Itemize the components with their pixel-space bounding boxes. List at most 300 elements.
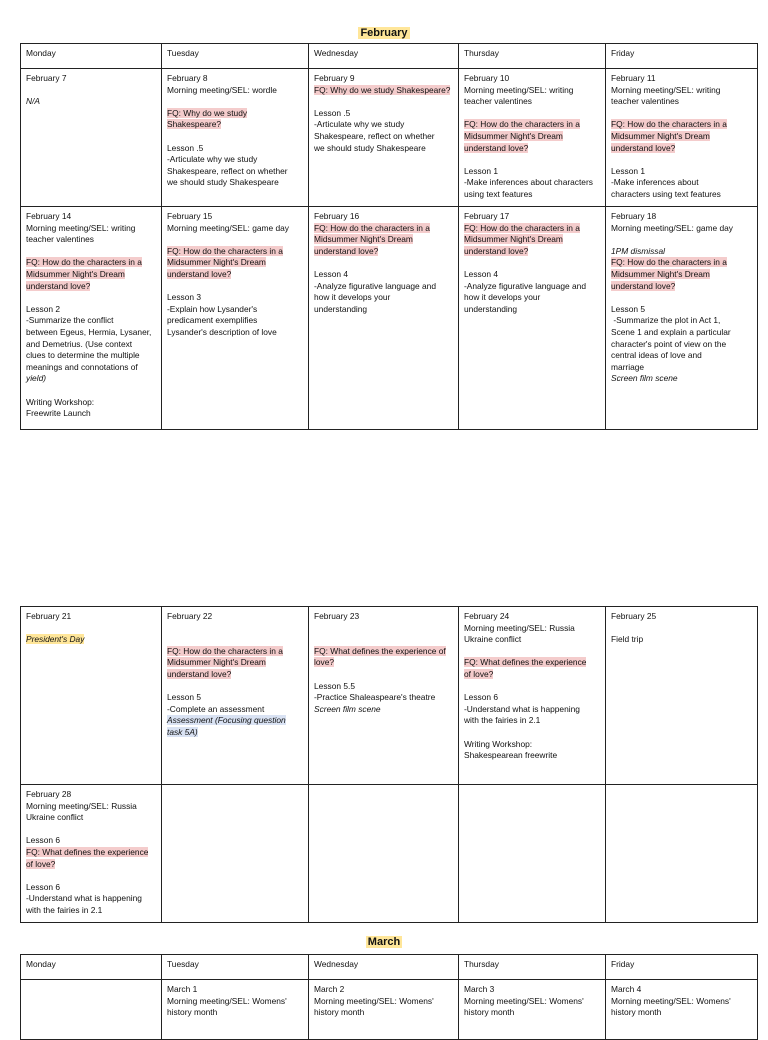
focus-question-line <box>26 281 156 293</box>
cell-text: -Articulate why we study <box>167 154 258 165</box>
day-cell <box>162 785 309 923</box>
focus-question-line <box>611 269 752 281</box>
cell-text-line <box>611 223 752 235</box>
cell-text: February 14 <box>26 211 72 221</box>
cell-text-line <box>611 304 752 316</box>
cell-text: understanding <box>314 303 368 314</box>
cell-text: Screen film scene <box>314 703 381 714</box>
blank-line <box>464 646 600 658</box>
day-date <box>167 211 303 223</box>
focus-question-line <box>26 269 156 281</box>
cell-text-line <box>314 119 453 131</box>
cell-text-line <box>26 362 156 374</box>
cell-text-line <box>167 304 303 316</box>
cell-text: understand love? <box>464 245 529 256</box>
focus-question-line <box>167 669 303 681</box>
cell-text: March 3 <box>464 984 495 994</box>
cell-text: Shakespearean freewrite <box>464 750 558 761</box>
cell-text: Lesson 4 <box>314 268 348 279</box>
cell-text: -Make inferences about <box>611 177 699 188</box>
cell-text: Ukraine conflict <box>464 634 522 645</box>
cell-text: Midsummer Night's Dream <box>314 234 413 245</box>
week-row-mar-1 <box>21 980 758 1040</box>
cell-text-line <box>26 882 156 894</box>
focus-question-line <box>314 234 453 246</box>
cell-text: February 9 <box>314 73 355 83</box>
cell-text-line <box>464 85 600 97</box>
day-date <box>314 211 453 223</box>
blank-line <box>611 108 752 120</box>
cell-text-line <box>464 189 600 201</box>
cell-text: of love? <box>464 668 494 679</box>
cell-text: understand love? <box>611 142 676 153</box>
cell-text: Midsummer Night's Dream <box>167 657 266 668</box>
cell-text: we should study Shakespeare <box>314 142 426 153</box>
cell-text: Midsummer Night's Dream <box>26 268 125 279</box>
blank-line <box>167 623 303 635</box>
day-cell <box>162 980 309 1040</box>
day-cell <box>21 607 162 785</box>
cell-text-line <box>167 996 303 1008</box>
cell-text-line <box>611 315 752 327</box>
cell-text-line <box>611 189 752 201</box>
cell-text: February 28 <box>26 789 72 799</box>
cell-text-line <box>314 692 453 704</box>
cell-text: Shakespeare, reflect on whether <box>167 165 288 176</box>
day-date <box>26 611 156 623</box>
cell-text: Shakespeare? <box>167 119 222 130</box>
cell-text-line <box>26 634 156 646</box>
cell-text-line <box>464 166 600 178</box>
cell-text: March 2 <box>314 984 345 994</box>
day-date <box>167 611 303 623</box>
focus-question-line <box>611 281 752 293</box>
cell-text-line <box>314 269 453 281</box>
cell-text-line <box>464 715 600 727</box>
blank-line <box>464 727 600 739</box>
focus-question-line <box>314 246 453 258</box>
cell-text: Field trip <box>611 634 644 645</box>
cell-text: Midsummer Night's Dream <box>611 130 710 141</box>
blank-line <box>26 824 156 836</box>
cell-text: task 5A) <box>167 726 198 737</box>
cell-text: Morning meeting/SEL: Womens' <box>464 995 584 1006</box>
cell-text: FQ: What defines the experience <box>464 657 587 668</box>
cell-text-line <box>167 715 303 727</box>
cell-text: characters using text features <box>611 188 721 199</box>
blank-line <box>314 257 453 269</box>
cell-text-line <box>611 373 752 385</box>
cell-text-line <box>314 996 453 1008</box>
blank-line <box>167 96 303 108</box>
blank-line <box>167 131 303 143</box>
cell-text: Lesson 1 <box>611 165 645 176</box>
day-cell <box>606 607 758 785</box>
cell-text: February 16 <box>314 211 360 221</box>
march-title <box>0 936 768 948</box>
focus-question-line <box>26 847 156 859</box>
cell-text-line <box>167 704 303 716</box>
cell-text: Lesson 5.5 <box>314 680 355 691</box>
cell-text: how it develops your <box>314 292 391 303</box>
focus-question-line <box>167 246 303 258</box>
cell-text-line <box>314 704 453 716</box>
focus-question-line <box>611 143 752 155</box>
focus-question-line <box>464 223 600 235</box>
cell-text: February 7 <box>26 73 67 83</box>
focus-question-line <box>26 859 156 871</box>
blank-line <box>314 623 453 635</box>
day-cell <box>606 207 758 430</box>
cell-text-line <box>167 177 303 189</box>
header-thursday: Thursday <box>459 44 606 69</box>
focus-question-line <box>611 257 752 269</box>
cell-text: February 22 <box>167 611 213 621</box>
cell-text-line <box>167 727 303 739</box>
february-calendar-part2 <box>20 606 758 923</box>
day-date <box>611 984 752 996</box>
day-cell <box>21 207 162 430</box>
cell-text: history month <box>464 1007 515 1018</box>
cell-text: yield) <box>26 373 47 384</box>
cell-text: we should study Shakespeare <box>167 177 279 188</box>
cell-text-line <box>167 1007 303 1019</box>
cell-text-line <box>167 223 303 235</box>
cell-text-line <box>611 339 752 351</box>
cell-text-line <box>611 166 752 178</box>
cell-text-line <box>464 750 600 762</box>
day-cell <box>162 207 309 430</box>
blank-line <box>464 681 600 693</box>
day-cell <box>606 785 758 923</box>
cell-text-line <box>314 292 453 304</box>
cell-text-line <box>464 634 600 646</box>
day-cell <box>459 207 606 430</box>
day-date <box>26 73 156 85</box>
cell-text-line <box>26 905 156 917</box>
cell-text: March 1 <box>167 984 198 994</box>
cell-text: Morning meeting/SEL: Womens' <box>167 995 287 1006</box>
cell-text: FQ: Why do we study Shakespeare? <box>314 84 451 95</box>
cell-text: Morning meeting/SEL: Russia <box>464 622 575 633</box>
blank-line <box>314 669 453 681</box>
focus-question-line <box>167 657 303 669</box>
cell-text: FQ: What defines the experience of <box>314 645 446 656</box>
cell-text-line <box>611 177 752 189</box>
cell-text: -Summarize the conflict <box>26 315 114 326</box>
weekday-header-row <box>21 955 758 980</box>
day-date <box>314 611 453 623</box>
cell-text-line <box>464 1007 600 1019</box>
cell-text: February 8 <box>167 73 208 83</box>
cell-text: with the fairies in 2.1 <box>26 904 103 915</box>
cell-text: Lysander's description of love <box>167 326 277 337</box>
cell-text-line <box>26 304 156 316</box>
week-row-feb-28 <box>21 785 758 923</box>
cell-text: Morning meeting/SEL: writing <box>611 84 721 95</box>
cell-text: March 4 <box>611 984 642 994</box>
blank-line <box>314 96 453 108</box>
cell-text: using text features <box>464 188 533 199</box>
cell-text-line <box>611 327 752 339</box>
day-cell <box>309 607 459 785</box>
day-date <box>167 984 303 996</box>
header-friday: Friday <box>606 955 758 980</box>
cell-text: Midsummer Night's Dream <box>464 234 563 245</box>
cell-text-line <box>167 327 303 339</box>
blank-line <box>167 634 303 646</box>
focus-question-line <box>167 257 303 269</box>
cell-text: Morning meeting/SEL: Womens' <box>314 995 434 1006</box>
cell-text: Writing Workshop: <box>464 738 533 749</box>
cell-text: Morning meeting/SEL: writing <box>26 222 136 233</box>
march-calendar <box>20 954 758 1040</box>
cell-text: FQ: How do the characters in a <box>611 119 727 130</box>
cell-text: predicament exemplifies <box>167 315 258 326</box>
cell-text-line <box>611 350 752 362</box>
cell-text-line <box>464 623 600 635</box>
cell-text-line <box>26 350 156 362</box>
cell-text: February 17 <box>464 211 510 221</box>
focus-question-line <box>464 143 600 155</box>
cell-text: February 11 <box>611 73 656 83</box>
focus-question-line <box>464 669 600 681</box>
cell-text-line <box>26 397 156 409</box>
day-cell <box>459 785 606 923</box>
cell-text-line <box>167 292 303 304</box>
cell-text-line <box>26 801 156 813</box>
cell-text-line <box>314 681 453 693</box>
day-date <box>464 73 600 85</box>
focus-question-line <box>464 657 600 669</box>
header-thursday: Thursday <box>459 955 606 980</box>
focus-question-line <box>167 108 303 120</box>
cell-text: FQ: How do the characters in a <box>464 222 580 233</box>
cell-text-line <box>26 893 156 905</box>
cell-text-line <box>167 85 303 97</box>
focus-question-line <box>464 131 600 143</box>
day-cell <box>309 207 459 430</box>
cell-text: Lesson 6 <box>26 835 60 846</box>
cell-text: -Analyze figurative language and <box>464 280 586 291</box>
cell-text-line <box>611 1007 752 1019</box>
cell-text: -Make inferences about characters <box>464 177 593 188</box>
cell-text: Lesson 3 <box>167 292 201 303</box>
cell-text: between Egeus, Hermia, Lysaner, <box>26 326 152 337</box>
focus-question-line <box>314 646 453 658</box>
cell-text: FQ: How do the characters in a <box>167 245 283 256</box>
cell-text-line <box>611 996 752 1008</box>
focus-question-line <box>464 119 600 131</box>
cell-text: understand love? <box>167 268 232 279</box>
blank-line <box>611 292 752 304</box>
cell-text: understand love? <box>464 142 529 153</box>
day-date <box>26 211 156 223</box>
cell-text: meanings and connotations of <box>26 361 138 372</box>
cell-text: -Understand what is happening <box>464 703 580 714</box>
blank-line <box>26 292 156 304</box>
header-wednesday: Wednesday <box>309 955 459 980</box>
blank-line <box>167 234 303 246</box>
cell-text: teacher valentines <box>26 234 94 245</box>
cell-text: -Analyze figurative language and <box>314 280 436 291</box>
cell-text-line <box>167 154 303 166</box>
cell-text-line <box>611 634 752 646</box>
cell-text: Morning meeting/SEL: game day <box>611 222 733 233</box>
cell-text-line <box>167 143 303 155</box>
cell-text: understanding <box>464 303 518 314</box>
day-date <box>611 211 752 223</box>
cell-text: February 24 <box>464 611 510 621</box>
cell-text: history month <box>611 1007 662 1018</box>
blank-line <box>611 234 752 246</box>
cell-text-line <box>314 143 453 155</box>
cell-text: February 25 <box>611 611 657 621</box>
cell-text: Morning meeting/SEL: Russia <box>26 800 137 811</box>
cell-text: with the fairies in 2.1 <box>464 715 541 726</box>
cell-text: history month <box>167 1007 218 1018</box>
cell-text-line <box>464 281 600 293</box>
weekday-header-row <box>21 44 758 69</box>
cell-text: Ukraine conflict <box>26 812 84 823</box>
cell-text: -Understand what is happening <box>26 893 142 904</box>
cell-text-line <box>26 835 156 847</box>
blank-line <box>167 281 303 293</box>
header-tuesday: Tuesday <box>162 44 309 69</box>
cell-text-line <box>464 739 600 751</box>
cell-text-line <box>26 812 156 824</box>
blank-line <box>464 257 600 269</box>
cell-text: 1PM dismissal <box>611 245 665 256</box>
day-cell <box>309 69 459 207</box>
cell-text: Lesson 1 <box>464 165 498 176</box>
cell-text: Morning meeting/SEL: Womens' <box>611 995 731 1006</box>
blank-line <box>464 154 600 166</box>
focus-question-line <box>464 246 600 258</box>
cell-text-line <box>314 281 453 293</box>
cell-text: how it develops your <box>464 292 541 303</box>
blank-line <box>611 154 752 166</box>
cell-text-line <box>464 996 600 1008</box>
day-date <box>26 789 156 801</box>
cell-text-line <box>26 315 156 327</box>
cell-text: FQ: How do the characters in a <box>314 222 430 233</box>
cell-text-line <box>167 166 303 178</box>
cell-text: character's point of view on the <box>611 338 727 349</box>
cell-text: marriage <box>611 361 645 372</box>
cell-text-line <box>314 304 453 316</box>
cell-text-line <box>314 131 453 143</box>
blank-line <box>611 623 752 635</box>
cell-text-line <box>167 692 303 704</box>
week-row-feb-21 <box>21 607 758 785</box>
cell-text: understand love? <box>26 280 91 291</box>
cell-text: February 18 <box>611 211 657 221</box>
header-monday: Monday <box>21 44 162 69</box>
day-cell <box>21 980 162 1040</box>
cell-text: -Explain how Lysander's <box>167 303 258 314</box>
focus-question-line <box>611 131 752 143</box>
cell-text: history month <box>314 1007 365 1018</box>
blank-line <box>26 870 156 882</box>
cell-text: Lesson 5 <box>611 303 645 314</box>
cell-text-line <box>464 692 600 704</box>
cell-text: FQ: How do the characters in a <box>167 645 283 656</box>
cell-text: Lesson 4 <box>464 268 498 279</box>
focus-question-line <box>314 657 453 669</box>
cell-text: Freewrite Launch <box>26 408 91 419</box>
cell-text: central ideas of love and <box>611 350 702 361</box>
cell-text-line <box>26 96 156 108</box>
blank-line <box>26 85 156 97</box>
header-friday: Friday <box>606 44 758 69</box>
cell-text: FQ: How do the characters in a <box>611 257 727 268</box>
day-cell <box>606 980 758 1040</box>
cell-text: -Summarize the plot in Act 1, <box>611 315 721 326</box>
cell-text: Screen film scene <box>611 373 678 384</box>
cell-text: February 21 <box>26 611 72 621</box>
header-wednesday: Wednesday <box>309 44 459 69</box>
cell-text: Morning meeting/SEL: game day <box>167 222 289 233</box>
focus-question-line <box>314 223 453 235</box>
day-cell <box>606 69 758 207</box>
cell-text-line <box>464 269 600 281</box>
cell-text-line <box>26 373 156 385</box>
cell-text-line <box>464 304 600 316</box>
cell-text: teacher valentines <box>611 96 679 107</box>
cell-text: understand love? <box>167 668 232 679</box>
week-row-feb-14 <box>21 207 758 430</box>
cell-text: February 23 <box>314 611 360 621</box>
focus-question-line <box>26 257 156 269</box>
cell-text: teacher valentines <box>464 96 532 107</box>
cell-text: Lesson 5 <box>167 692 201 703</box>
cell-text: Lesson 2 <box>26 303 60 314</box>
day-cell <box>309 785 459 923</box>
cell-text-line <box>26 223 156 235</box>
cell-text: Shakespeare, reflect on whether <box>314 130 435 141</box>
cell-text: Lesson .5 <box>314 107 351 118</box>
cell-text: Lesson 6 <box>26 881 60 892</box>
blank-line <box>464 108 600 120</box>
focus-question-line <box>464 234 600 246</box>
cell-text: -Complete an assessment <box>167 703 265 714</box>
cell-text-line <box>26 339 156 351</box>
day-date <box>464 984 600 996</box>
cell-text-line <box>26 327 156 339</box>
day-date <box>611 73 752 85</box>
cell-text: FQ: How do the characters in a <box>26 257 142 268</box>
cell-text-line <box>464 96 600 108</box>
blank-line <box>26 246 156 258</box>
cell-text-line <box>464 177 600 189</box>
day-cell <box>21 785 162 923</box>
cell-text: N/A <box>26 96 40 107</box>
cell-text-line <box>167 315 303 327</box>
cell-text-line <box>464 704 600 716</box>
day-date <box>464 611 600 623</box>
blank-line <box>314 634 453 646</box>
cell-text: Scene 1 and explain a particular <box>611 326 731 337</box>
day-cell <box>459 607 606 785</box>
cell-text: and Demetrius. (Use context <box>26 338 133 349</box>
blank-line <box>26 623 156 635</box>
cell-text: Morning meeting/SEL: writing <box>464 84 574 95</box>
cell-text: Lesson 6 <box>464 692 498 703</box>
day-date <box>314 984 453 996</box>
day-cell <box>459 69 606 207</box>
february-calendar-part1 <box>20 43 758 430</box>
